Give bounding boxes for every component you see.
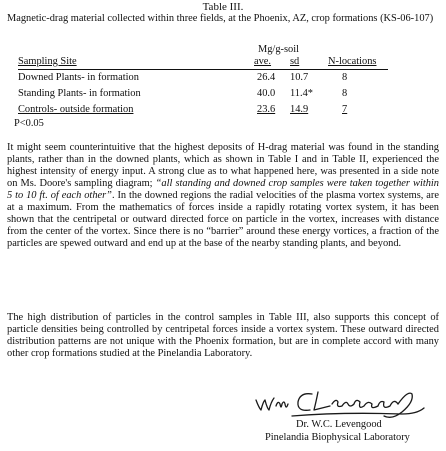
table-row-nloc: 7	[342, 104, 348, 115]
body-paragraph-2: The high distribution of particles in the control samples in Table III, also supports this concept of particle densities being controlled by centripetal forces inside a vortex system. These outward directed distribution patterns are not unique with the Phoenix formation, but are in complete accord with many other crop formations studied at the Pinelandia Laboratory.	[7, 312, 439, 359]
para1-quote: “all standing and downed crop samples were taken together within 5 to 10 ft. of each other”	[7, 178, 439, 201]
header-n-locations: N-locations	[328, 56, 377, 67]
table-row-site: Downed Plants- in formation	[18, 72, 139, 83]
header-sd: sd	[290, 56, 300, 67]
body-paragraph-1	[7, 142, 439, 250]
table-row-site: Standing Plants- in formation	[18, 88, 141, 99]
header-sampling-site: Sampling Site	[18, 56, 77, 67]
header-ave: ave.	[254, 56, 272, 67]
signer-name: Dr. W.C. Levengood	[296, 419, 382, 430]
para1-text-a: It might seem counterintuitive that the highest deposits of H-drag material was found in the standing plants, rather than in the downed plants, which as shown in Table I and in Table II, experienced the highest intensity of energy input. A strong clue as to what happened here, was presented in a side note on Ms. Doore's sampling diagram;	[7, 142, 439, 189]
table-caption: Magnetic-drag material collected within three fields, at the Phoenix, AZ, crop formations (KS-06-107)	[7, 13, 434, 24]
header-rule	[18, 69, 388, 70]
p-value-note: P<0.05	[14, 118, 44, 129]
table-row-ave: 26.4	[257, 72, 276, 83]
table-row-nloc: 8	[342, 72, 348, 83]
table-row-sd: 11.4*	[290, 88, 313, 99]
table-title: Table III.	[202, 1, 244, 13]
table-row-ave: 23.6	[257, 104, 276, 115]
table-row-sd: 10.7	[290, 72, 309, 83]
table-row-ave: 40.0	[257, 88, 276, 99]
units-header: Mg/g-soil	[258, 44, 299, 55]
para1-text-b: . In the downed regions the radial velocities of the plasma vortex systems, are at a maximum. From the mathematics of forces inside a rapidly rotating vortex system, it has been shown that the centripetal or outward directed force on particle in the vortex, increases with distance from the center of the vortex. Since there is no “barrier” around these energy vortices, a fraction of the particles are spewed outward and end up at the base of the nearby standing plants, and beyond.	[7, 190, 439, 249]
table-row-sd: 14.9	[290, 104, 309, 115]
signer-laboratory: Pinelandia Biophysical Laboratory	[265, 432, 410, 443]
table-row-site: Controls- outside formation	[18, 104, 134, 115]
table-row-nloc: 8	[342, 88, 348, 99]
